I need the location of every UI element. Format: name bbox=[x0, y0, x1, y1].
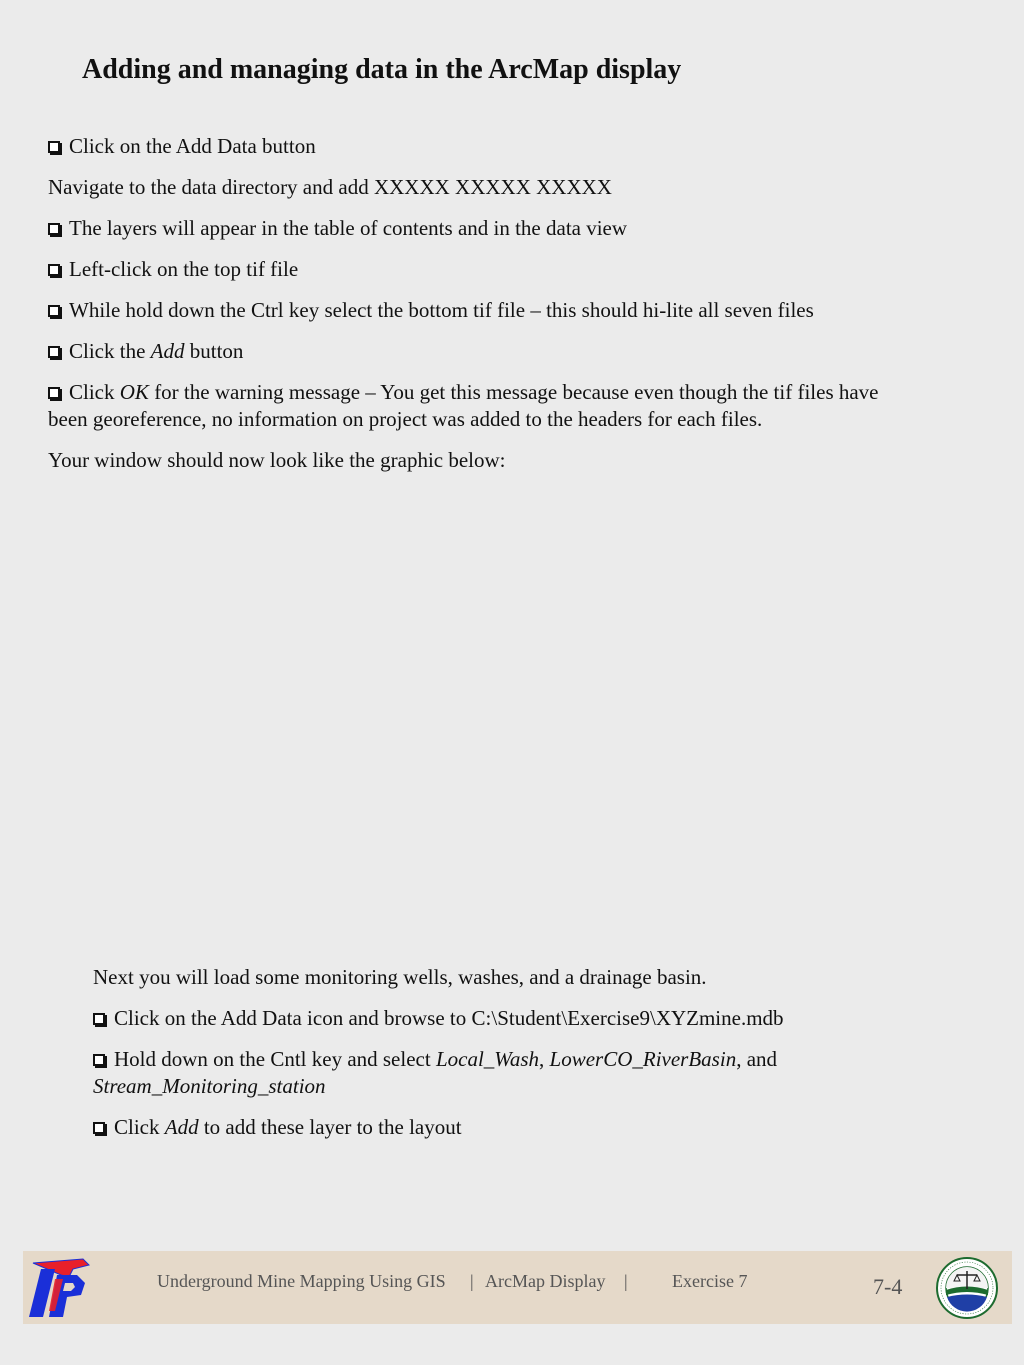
step-browse-mdb: Click on the Add Data icon and browse to C:\Student\Exercise9\XYZmine.mdb bbox=[93, 1005, 784, 1032]
checkbox-icon bbox=[48, 387, 60, 399]
checkbox-icon bbox=[48, 141, 60, 153]
page-title: Adding and managing data in the ArcMap display bbox=[82, 54, 682, 85]
step-layers-appear: The layers will appear in the table of contents and in the data view bbox=[48, 215, 627, 242]
step-click-ok: Click OK for the warning message – You get this message because even though the tif files have been georeference, no information on project was added to the headers for each files. bbox=[48, 380, 879, 431]
checkbox-icon bbox=[93, 1013, 105, 1025]
step-left-click: Left-click on the top tif file bbox=[48, 256, 298, 283]
footer-exercise: Exercise 7 bbox=[672, 1271, 748, 1291]
step-click-add: Click the Add button bbox=[48, 338, 243, 365]
step-next-load: Next you will load some monitoring wells, washes, and a drainage basin. bbox=[93, 965, 707, 989]
interior-seal-icon bbox=[936, 1257, 998, 1319]
step-click-add-layers: Click Add to add these layer to the layout bbox=[93, 1114, 462, 1141]
step-navigate: Navigate to the data directory and add XXXXX XXXXX XXXXX bbox=[48, 175, 612, 199]
page-number: 7-4 bbox=[873, 1274, 903, 1299]
checkbox-icon bbox=[48, 305, 60, 317]
footer-separator: | bbox=[624, 1271, 628, 1291]
footer-course: Underground Mine Mapping Using GIS bbox=[157, 1271, 446, 1291]
tips-logo-icon bbox=[27, 1255, 93, 1321]
checkbox-icon bbox=[48, 223, 60, 235]
step-add-data-button: Click on the Add Data button bbox=[48, 133, 316, 160]
footer-section: ArcMap Display bbox=[485, 1271, 606, 1291]
checkbox-icon bbox=[48, 346, 60, 358]
step-cntl-select: Hold down on the Cntl key and select Local_Wash, LowerCO_RiverBasin, and Stream_Monitoring_station bbox=[93, 1047, 778, 1098]
footer-bar bbox=[23, 1251, 1012, 1324]
step-ctrl-select: While hold down the Ctrl key select the bottom tif file – this should hi-lite all seven files bbox=[48, 297, 814, 324]
checkbox-icon bbox=[93, 1122, 105, 1134]
checkbox-icon bbox=[93, 1054, 105, 1066]
footer-separator: | bbox=[470, 1271, 474, 1291]
checkbox-icon bbox=[48, 264, 60, 276]
step-window-look: Your window should now look like the graphic below: bbox=[48, 448, 506, 472]
